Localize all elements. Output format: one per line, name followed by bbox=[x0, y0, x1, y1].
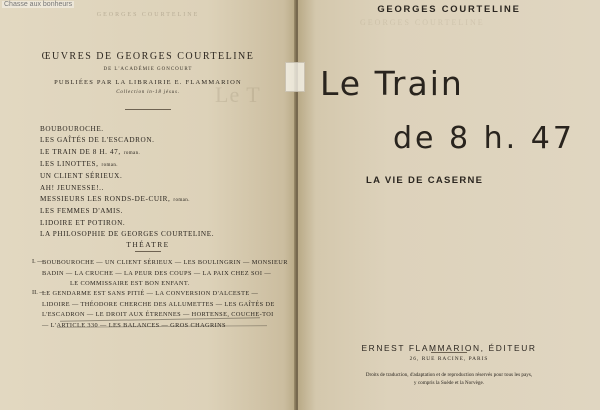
watermark: Chasse aux bonheurs bbox=[4, 1, 73, 8]
theatre-line: BOUBOUROCHE — UN CLIENT SÉRIEUX — LES BOULINGRIN — MONSIEUR bbox=[42, 259, 288, 266]
rights-line: y compris la Suède et la Norvège. bbox=[413, 380, 485, 386]
series-title: ŒUVRES DE GEORGES COURTELINE bbox=[41, 51, 255, 62]
work-title: LES FEMMES D'AMIS. bbox=[40, 207, 123, 216]
work-item bbox=[40, 159, 214, 171]
paper-tape bbox=[285, 62, 305, 92]
theatre-line: — L'ARTICLE 330 — LES BALANCES — GROS CHAGRINS bbox=[42, 321, 226, 329]
theatre-line: LE COMMISSAIRE EST BON ENFANT. bbox=[70, 280, 190, 288]
imprint-address: 26, RUE RACINE, PARIS bbox=[409, 356, 489, 362]
work-note: roman. bbox=[173, 198, 190, 204]
work-item bbox=[40, 218, 214, 229]
theatre-rule bbox=[135, 251, 161, 252]
title-line-1: Le Train bbox=[320, 64, 464, 103]
title-author: GEORGES COURTELINE bbox=[377, 3, 521, 14]
work-title: LES LINOTTES, bbox=[40, 160, 99, 169]
left-page bbox=[0, 0, 296, 410]
work-item bbox=[40, 229, 214, 240]
work-title: UN CLIENT SÉRIEUX. bbox=[40, 172, 123, 181]
imprint-rule bbox=[431, 352, 467, 353]
work-item bbox=[40, 124, 214, 135]
work-title: LIDOIRE ET POTIRON. bbox=[40, 218, 126, 227]
theatre-line: LE GENDARME EST SANS PITIÉ — LA CONVERSION D'ALCESTE — bbox=[42, 290, 259, 297]
work-item bbox=[40, 194, 214, 206]
collection-line: Collection in-18 jésus. bbox=[116, 90, 180, 95]
work-item bbox=[40, 183, 214, 194]
work-title: MESSIEURS LES RONDS-DE-CUIR, bbox=[40, 195, 171, 204]
work-note: roman. bbox=[123, 150, 141, 156]
subtitle: LA VIE DE CASERNE bbox=[366, 175, 484, 186]
running-head-faint: GEORGES COURTELINE bbox=[96, 12, 200, 18]
theatre-lines bbox=[42, 258, 288, 290]
publisher-line: PUBLIÉES PAR LA LIBRAIRIE E. FLAMMARION bbox=[54, 79, 242, 86]
theatre-numeral: I. — bbox=[32, 258, 44, 265]
work-item bbox=[40, 206, 214, 217]
show-through-text: Le T bbox=[215, 82, 261, 107]
academy-line: DE L'ACADÉMIE GONCOURT bbox=[103, 67, 193, 72]
rights-line: Droits de traduction, d'adaptation et de reproduction réservés pour tous les pays, bbox=[365, 372, 533, 378]
rights-notice bbox=[298, 371, 600, 387]
show-through-text: GEORGES COURTELINE bbox=[360, 18, 485, 27]
work-title: BOUBOUROCHE. bbox=[40, 125, 104, 133]
title-line-2: de 8 h. 47 bbox=[393, 121, 575, 156]
imprint-publisher: ERNEST FLAMMARION, ÉDITEUR bbox=[361, 343, 537, 353]
theatre-line: L'ESCADRON — LE DROIT AUX ÉTRENNES — HORTENSE, COUCHE-TOI bbox=[42, 311, 274, 319]
theatre-line: BADIN — LA CRUCHE — LA PEUR DES COUPS — LA PAIX CHEZ SOI — bbox=[42, 269, 272, 277]
theatre-numeral: II. — bbox=[32, 289, 46, 296]
work-item bbox=[40, 171, 214, 182]
theatre-heading: THÉATRE bbox=[126, 240, 170, 249]
work-title: LA PHILOSOPHIE DE GEORGES COURTELINE. bbox=[40, 230, 215, 239]
works-list bbox=[40, 124, 214, 240]
work-title: LE TRAIN DE 8 H. 47, bbox=[40, 147, 121, 156]
theatre-line: LIDOIRE — THÉODORE CHERCHE DES ALLUMETTES — LES GAÎTÉS DE bbox=[42, 300, 275, 308]
work-title: LES GAÎTÉS DE L'ESCADRON. bbox=[40, 136, 155, 145]
work-title: AH! JEUNESSE!.. bbox=[40, 183, 104, 192]
work-item bbox=[40, 147, 214, 159]
divider-rule bbox=[125, 109, 171, 110]
work-note: roman. bbox=[101, 163, 118, 169]
work-item bbox=[40, 135, 214, 146]
